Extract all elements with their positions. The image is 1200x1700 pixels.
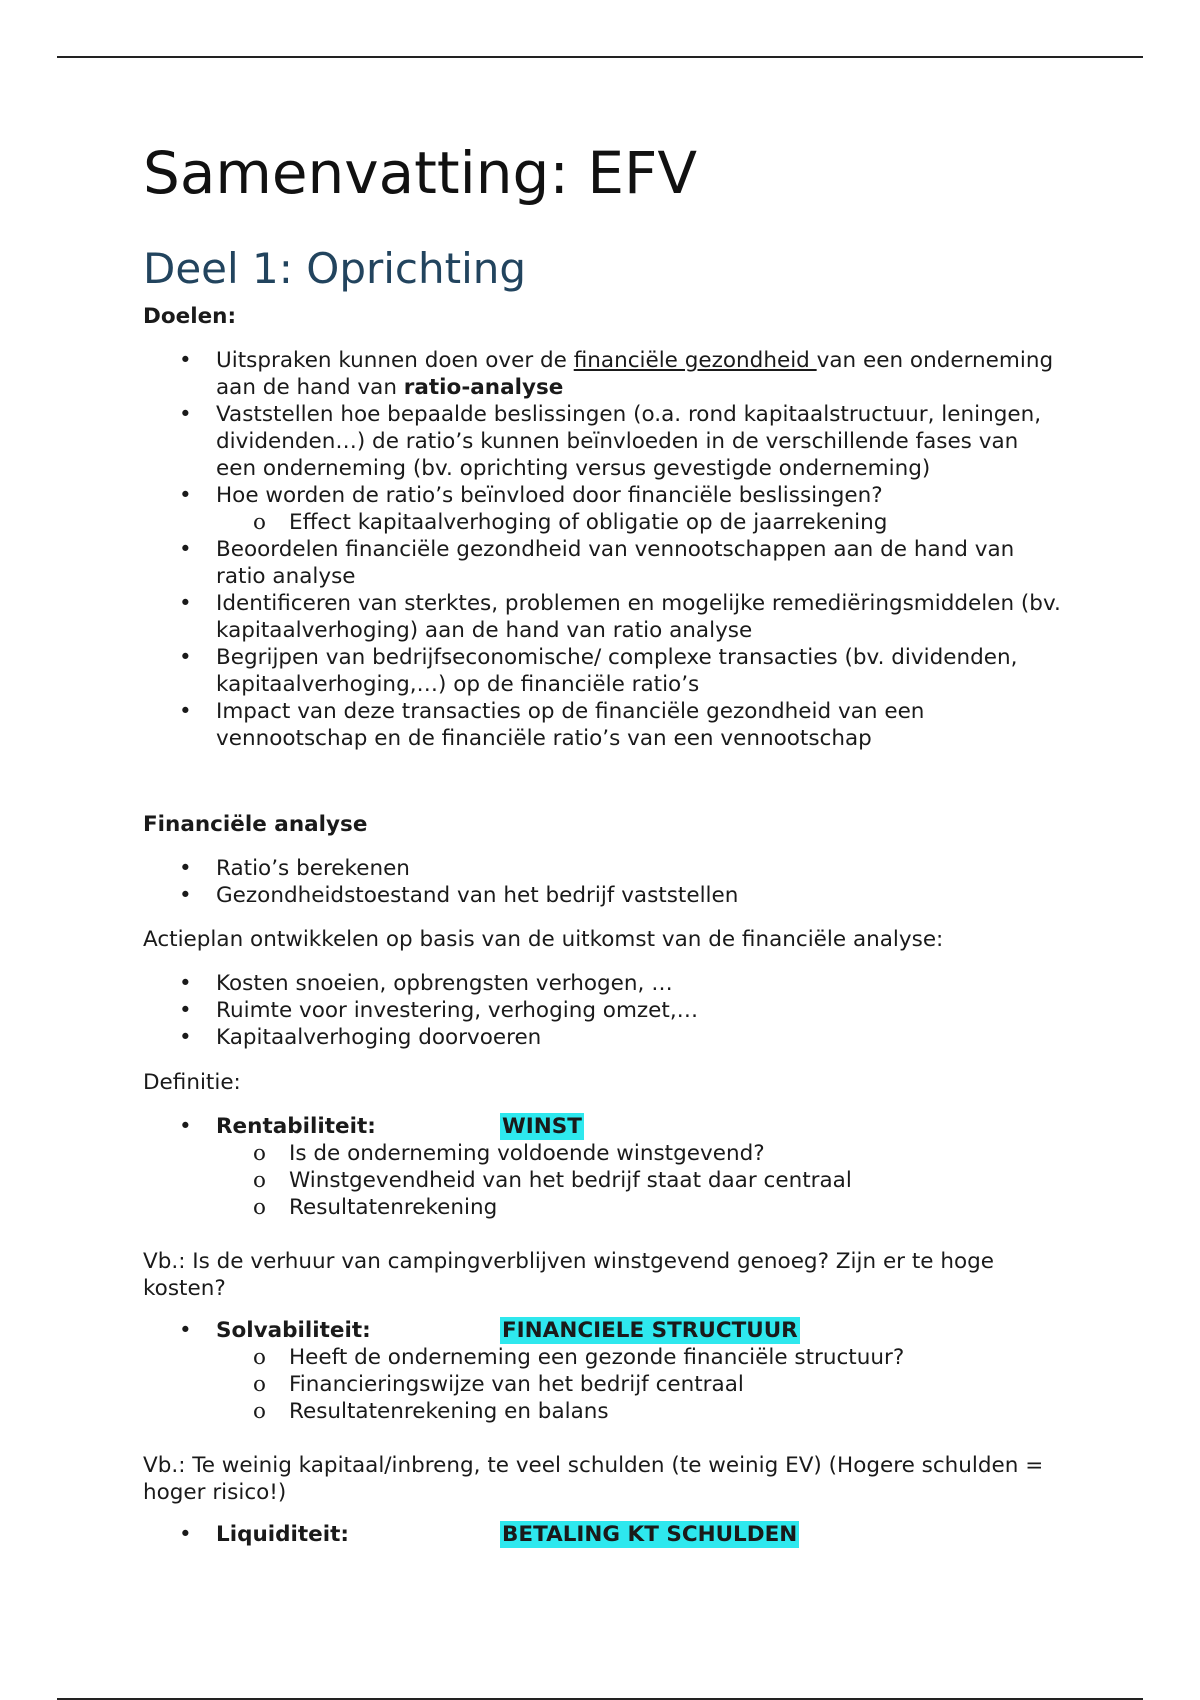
header-rule xyxy=(57,56,1143,58)
list-item: • Identificeren van sterktes, problemen en mogelijke remediëringsmiddelen (bv. kapitaalverhoging) aan de hand van ratio analyse xyxy=(143,590,1063,644)
list-item: • Kapitaalverhoging doorvoeren xyxy=(143,1024,1063,1051)
list-item: • Gezondheidstoestand van het bedrijf vaststellen xyxy=(143,882,1063,909)
document-title: Samenvatting: EFV xyxy=(143,139,698,207)
list-item: • Impact van deze transacties op de financiële gezondheid van een vennootschap en de financiële ratio’s van een vennootschap xyxy=(143,698,1063,752)
rentabiliteit-example: Vb.: Is de verhuur van campingverblijven winstgevend genoeg? Zijn er te hoge kosten? xyxy=(143,1249,994,1301)
liquiditeit-block xyxy=(143,1521,1063,1548)
analyse-list xyxy=(143,855,1063,909)
bold-term: ratio-analyse xyxy=(403,375,564,400)
sub-list-item: o Resultatenrekening en balans xyxy=(143,1398,1063,1425)
list-item: • Ruimte voor investering, verhoging omzet,… xyxy=(143,997,1063,1024)
sub-list-item: o Is de onderneming voldoende winstgevend? xyxy=(143,1140,1063,1167)
definition-term: • Solvabiliteit: xyxy=(216,1318,371,1343)
definition-item xyxy=(143,1113,1063,1221)
actieplan-intro: Actieplan ontwikkelen op basis van de uitkomst van de financiële analyse: xyxy=(143,927,944,952)
sub-list-item: o Heeft de onderneming een gezonde financiële structuur? xyxy=(143,1344,1063,1371)
list-item: • Vaststellen hoe bepaalde beslissingen (o.a. rond kapitaalstructuur, leningen, dividenden…) de ratio’s kunnen beïnvloeden in de verschillende fases van een onderneming (bv. oprichting versus gevestigde onderneming) xyxy=(143,401,1063,482)
definitie-label: Definitie: xyxy=(143,1070,241,1095)
highlight-tag: FINANCIELE STRUCTUUR xyxy=(502,1318,798,1343)
highlight-tag: WINST xyxy=(502,1114,582,1139)
section-heading: Deel 1: Oprichting xyxy=(143,244,527,293)
actieplan-list xyxy=(143,970,1063,1051)
definition-term: • Liquiditeit: xyxy=(216,1522,349,1547)
solvabiliteit-example: Vb.: Te weinig kapitaal/inbreng, te veel schulden (te weinig EV) (Hogere schulden = hoger risico!) xyxy=(143,1453,1044,1505)
sub-list-item: o Effect kapitaalverhoging of obligatie op de jaarrekening xyxy=(143,509,1063,536)
list-item: • Begrijpen van bedrijfseconomische/ complexe transacties (bv. dividenden, kapitaalverhoging,…) op de financiële ratio’s xyxy=(143,644,1063,698)
definition-item xyxy=(143,1317,1063,1425)
doelen-list xyxy=(143,347,1063,752)
definition-item xyxy=(143,1521,1063,1548)
highlight-tag: BETALING KT SCHULDEN xyxy=(502,1522,798,1547)
rentabiliteit-block xyxy=(143,1113,1063,1221)
sub-list-item: o Financieringswijze van het bedrijf centraal xyxy=(143,1371,1063,1398)
underlined-term: financiële gezondheid xyxy=(573,348,817,373)
list-item: • Beoordelen financiële gezondheid van vennootschappen aan de hand van ratio analyse xyxy=(143,536,1063,590)
definition-term: • Rentabiliteit: xyxy=(216,1114,376,1139)
list-item: • Kosten snoeien, opbrengsten verhogen, … xyxy=(143,970,1063,997)
list-item: • Hoe worden de ratio’s beïnvloed door financiële beslissingen? o Effect kapitaalverhoging of obligatie op de jaarrekening xyxy=(143,482,1063,536)
list-item: • Uitspraken kunnen doen over de financiële gezondheid van een onderneming aan de hand van ratio-analyse xyxy=(143,347,1063,401)
analyse-heading: Financiële analyse xyxy=(143,812,368,837)
sub-list-item: o Resultatenrekening xyxy=(143,1194,1063,1221)
solvabiliteit-block xyxy=(143,1317,1063,1425)
sub-list-item: o Winstgevendheid van het bedrijf staat daar centraal xyxy=(143,1167,1063,1194)
doelen-heading: Doelen: xyxy=(143,304,237,329)
list-item: • Ratio’s berekenen xyxy=(143,855,1063,882)
